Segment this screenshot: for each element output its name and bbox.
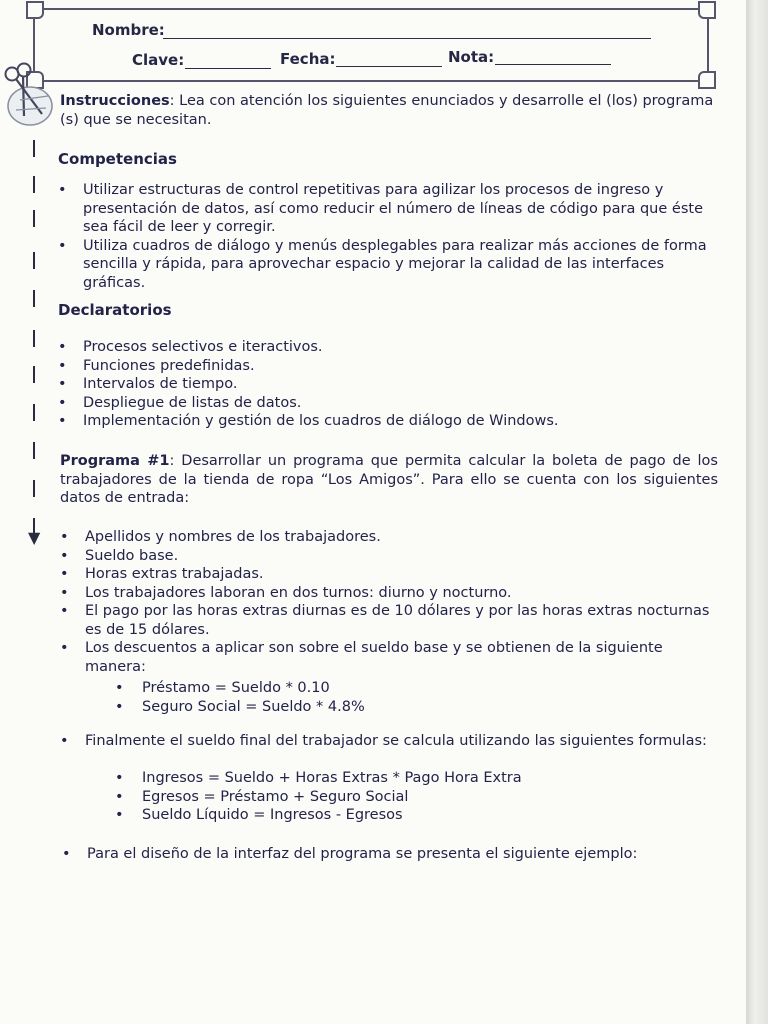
cut-line [33, 140, 37, 560]
instructions [60, 92, 720, 129]
scissors-icon [2, 60, 60, 128]
fecha-field[interactable] [336, 66, 442, 67]
datos-entrada-list [60, 528, 720, 676]
list-item: • Funciones predefinidas. [58, 357, 718, 376]
cut-line-arrow-icon: ▼ [28, 528, 41, 547]
nota-label: Nota: [448, 48, 495, 66]
list-item: • Préstamo = Sueldo * 0.10 [115, 679, 675, 698]
programa-text: : Desarrollar un programa que permita calcular la boleta de pago de los trabajadores de la tienda de ropa “Los Amigos”. Para ello se cuenta con los siguientes datos de entrada: [60, 453, 718, 506]
list-item: • Los descuentos a aplicar son sobre el sueldo base y se obtienen de la siguiente manera: [60, 639, 720, 676]
fecha-label: Fecha: [280, 50, 336, 68]
header-frame [33, 8, 709, 82]
clave-field[interactable] [185, 68, 271, 69]
list-item: • Intervalos de tiempo. [58, 375, 718, 394]
competencias-list [58, 181, 718, 292]
final-text-list [60, 732, 720, 751]
list-item: • Apellidos y nombres de los trabajadores. [60, 528, 720, 547]
list-item: • Ingresos = Sueldo + Horas Extras * Pago Hora Extra [115, 769, 675, 788]
list-item: • Procesos selectivos e iteractivos. [58, 338, 718, 357]
page-edge [746, 0, 768, 1024]
list-item: • Finalmente el sueldo final del trabajador se calcula utilizando las siguientes formulas: [60, 732, 720, 751]
frame-corner [698, 71, 716, 89]
list-item: • Sueldo base. [60, 547, 720, 566]
design-text-list [62, 845, 722, 864]
list-item: • Utiliza cuadros de diálogo y menús desplegables para realizar más acciones de forma sencilla y rápida, para aprovechar espacio y mejorar la calidad de las interfaces gráficas. [58, 237, 718, 293]
list-item: • Horas extras trabajadas. [60, 565, 720, 584]
frame-corner [698, 1, 716, 19]
list-item: • Los trabajadores laboran en dos turnos: diurno y nocturno. [60, 584, 720, 603]
nombre-field[interactable] [163, 38, 651, 39]
frame-corner [26, 1, 44, 19]
declaratorios-list [58, 338, 718, 431]
list-item: • Implementación y gestión de los cuadros de diálogo de Windows. [58, 412, 718, 431]
descuentos-list [115, 679, 675, 716]
list-item: • El pago por las horas extras diurnas es de 10 dólares y por las horas extras nocturnas es de 15 dólares. [60, 602, 720, 639]
instructions-label: Instrucciones [60, 93, 170, 109]
list-item: • Despliegue de listas de datos. [58, 394, 718, 413]
nombre-label: Nombre: [92, 21, 165, 39]
clave-label: Clave: [132, 51, 185, 69]
programa-description [60, 452, 718, 508]
programa-label: Programa #1 [60, 453, 170, 469]
formulas-list [115, 769, 675, 825]
declaratorios-title: Declaratorios [58, 301, 172, 319]
instructions-text: : Lea con atención los siguientes enunciados y desarrolle el (los) programa (s) que se necesitan. [60, 93, 714, 128]
list-item: • Egresos = Préstamo + Seguro Social [115, 788, 675, 807]
list-item: • Sueldo Líquido = Ingresos - Egresos [115, 806, 675, 825]
list-item: • Seguro Social = Sueldo * 4.8% [115, 698, 675, 717]
list-item: • Para el diseño de la interfaz del programa se presenta el siguiente ejemplo: [62, 845, 722, 864]
list-item: • Utilizar estructuras de control repetitivas para agilizar los procesos de ingreso y presentación de datos, así como reducir el número de líneas de código para que éste sea fácil de leer y corregir. [58, 181, 718, 237]
competencias-title: Competencias [58, 150, 177, 168]
nota-field[interactable] [495, 64, 611, 65]
